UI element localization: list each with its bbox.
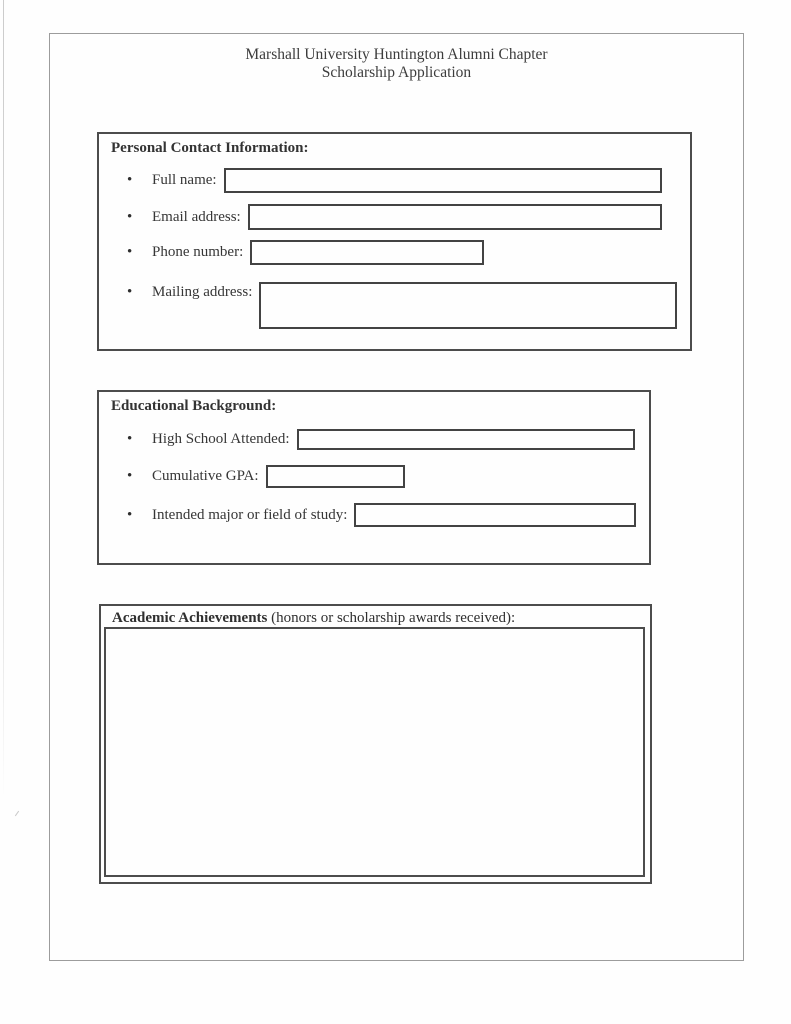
major-label: Intended major or field of study: xyxy=(152,506,348,523)
field-row-gpa xyxy=(127,465,641,488)
achievements-heading-rest: (honors or scholarship awards received): xyxy=(267,610,516,626)
mailing-address-field[interactable] xyxy=(259,282,677,329)
major-field[interactable] xyxy=(354,503,636,527)
phone-field[interactable] xyxy=(250,240,484,265)
phone-label: Phone number: xyxy=(152,244,244,260)
bullet-icon: • xyxy=(127,431,133,447)
full-name-field[interactable] xyxy=(224,168,662,193)
full-name-label: Full name: xyxy=(152,172,217,188)
section-academic-achievements xyxy=(99,604,652,884)
form-title-line1: Marshall University Huntington Alumni Chapter xyxy=(245,46,548,63)
field-row-high-school xyxy=(127,429,641,450)
field-row-phone xyxy=(127,240,682,265)
bullet-icon: • xyxy=(127,284,133,300)
bullet-icon: • xyxy=(127,506,133,523)
field-row-mailing-address xyxy=(127,282,682,329)
field-row-full-name xyxy=(127,168,682,193)
mailing-address-label: Mailing address: xyxy=(152,284,253,300)
bullet-icon: • xyxy=(127,172,133,188)
field-row-major xyxy=(127,503,641,527)
achievements-heading-bold: Academic Achievements xyxy=(112,610,268,626)
bullet-icon: • xyxy=(127,468,133,484)
scan-edge-artifact xyxy=(3,0,4,800)
section-educational-background xyxy=(97,390,651,565)
high-school-field[interactable] xyxy=(297,429,635,450)
high-school-label: High School Attended: xyxy=(152,431,290,447)
section-personal-contact xyxy=(97,132,692,351)
field-row-email xyxy=(127,204,682,230)
scan-speck-artifact xyxy=(15,811,19,816)
section-heading-education: Educational Background: xyxy=(111,398,277,414)
email-field[interactable] xyxy=(248,204,662,230)
gpa-field[interactable] xyxy=(266,465,405,488)
section-heading-achievements xyxy=(112,610,515,627)
email-label: Email address: xyxy=(152,208,241,225)
bullet-icon: • xyxy=(127,244,133,260)
form-title xyxy=(49,46,744,81)
bullet-icon: • xyxy=(127,208,133,225)
form-title-line2: Scholarship Application xyxy=(321,63,472,81)
achievements-field[interactable] xyxy=(104,627,645,877)
gpa-label: Cumulative GPA: xyxy=(152,468,259,484)
section-heading-personal: Personal Contact Information: xyxy=(111,140,309,156)
